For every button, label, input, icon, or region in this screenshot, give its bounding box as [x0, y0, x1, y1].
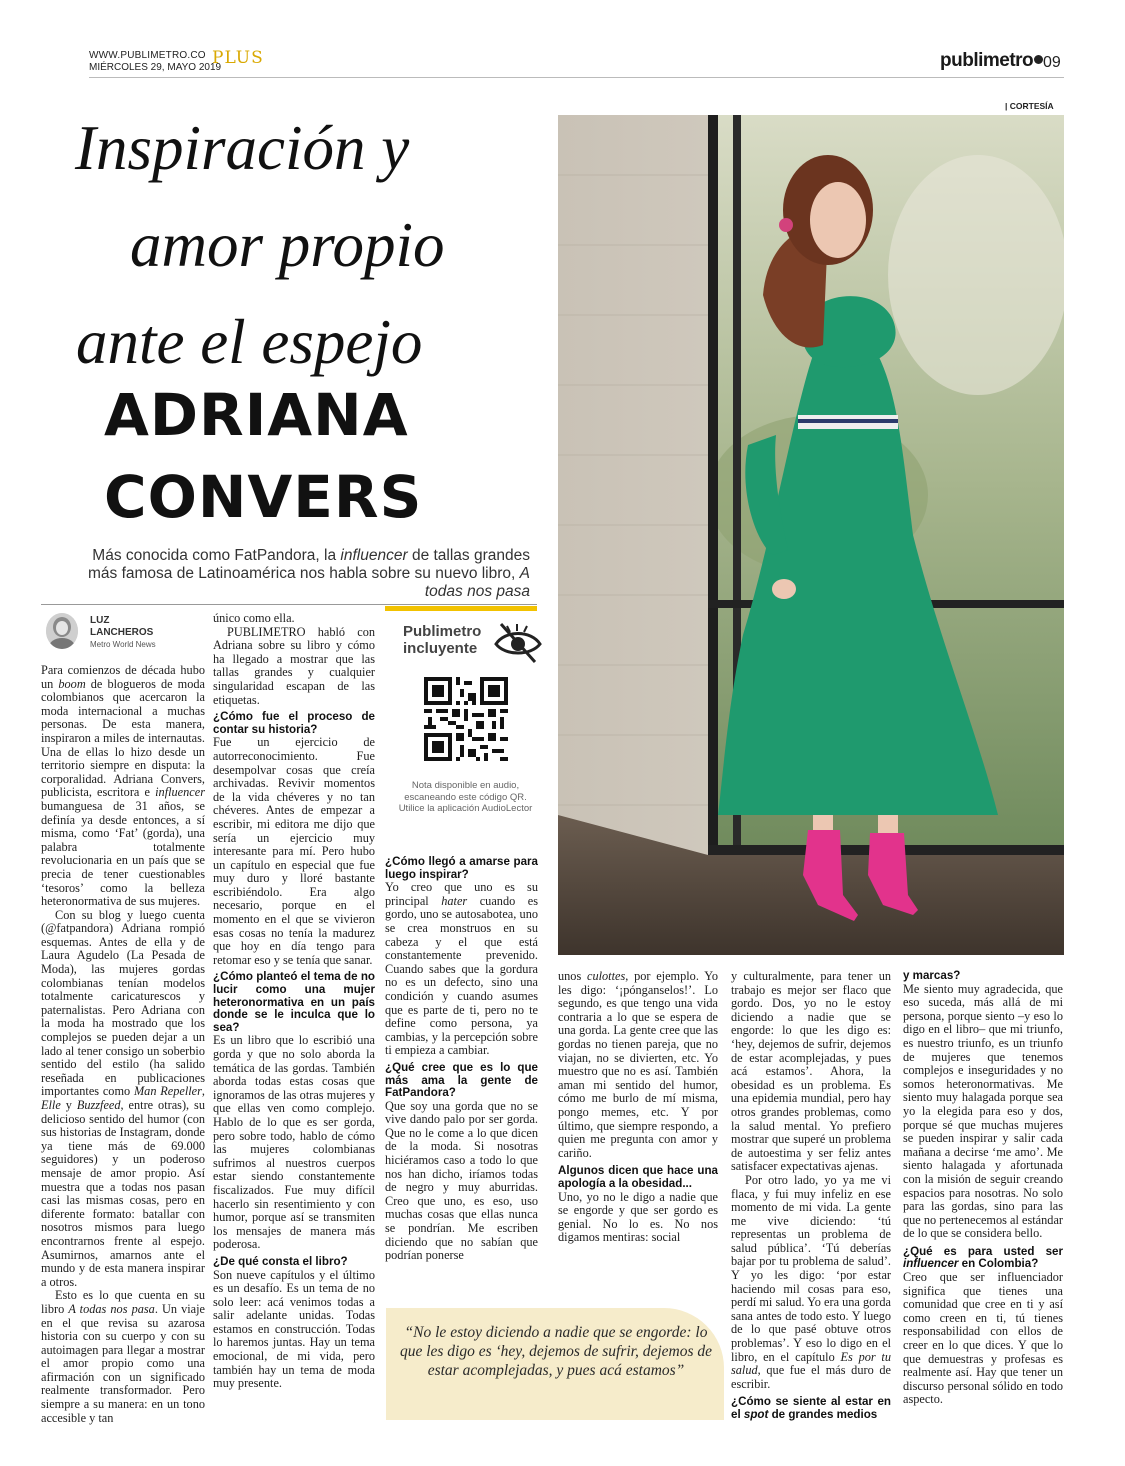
- deck-rule: [41, 604, 537, 605]
- author-avatar: [46, 613, 78, 649]
- eye-slash-icon: [493, 620, 543, 664]
- paragraph: Para comienzos de década hubo un boom de blogueros de moda colombianos que acercaron la moda internacional a muchas personas. De esta manera, inspiraron a miles de internautas. Una de ellas lo hizo desde un territorio siempre en disputa: la corporalidad. Adriana Convers, publicista, escritora e influencer bumanguesa de 31 años, se definía ya desde entonces, a sí misma, como ‘Fat’ (gorda), una palabra totalmente revolucionaria en un país que se precia de tener cuestionables ‘tesoros’ como la belleza heteronormativa de sus mujeres.: [41, 663, 206, 909]
- main-photo: [558, 115, 1064, 955]
- pull-quote: “No le estoy diciendo a nadie que se engorde: lo que les digo es ‘hey, dejemos de sufrir, dejemos de estar acomplejadas, y pues acá estamos”: [399, 1324, 713, 1379]
- qr-code[interactable]: [424, 677, 508, 761]
- box-accent-rule: [385, 606, 537, 611]
- deck-text: Más conocida como FatPandora, la: [92, 547, 341, 564]
- answer: Por otro lado, yo ya me vi flaca, y fui muy infeliz en ese momento de mi vida. La gente me vive diciendo: ‘tú representas un problema de salud pública’. ‘Tú deberías bajar por tu problema de salud’. Y yo les digo: ‘por estar haciendo mil cosas para eso, perdí mi salud. Yo era una gorda sana antes de todo esto. Y luego de lo que pasé obtuve otros problemas’. Y eso lo digo en el libro, en el capítulo Es por tu salud, que fue el más duro de escribir.: [731, 1172, 891, 1391]
- author-last-name: LANCHEROS: [90, 626, 154, 638]
- brand-logo-text: publimetro: [940, 50, 1034, 71]
- author-first-name: LUZ: [90, 615, 110, 626]
- question: Algunos dicen que hace una apología a la obesidad...: [558, 1164, 718, 1190]
- page-number: 09: [1043, 54, 1061, 71]
- answer: Me siento muy agradecida, que eso suceda, más allá de mi persona, porque siento –y eso lo digo en el libro– que mi triunfo, es nuestro triunfo, es un triunfo de mujeres que tenemos complejos e inseguridades y no somos heteronormativas. Me siento muy halagada porque sea yo la elegida para eso y dos, porque sé que muchas mujeres se pueden inspirar y salir cada mañana a decirse ‘me amo’. Me siento halagada y afortunada con la misión de seguir creando espacios para nosotras. No solo para las gordas, sino para las que no pertenecemos al estándar de lo que se considera bello.: [903, 981, 1063, 1241]
- answer: Son nueve capítulos y el último es un desafío. Es un tema de no solo leer: acá venimos todas a salir adelante unidas. Todas estamos en construcción. Todas lo haremos juntas. Hay un tema emocional, de mi vida, pero también hay un tema de moda muy presente.: [213, 1267, 375, 1391]
- question: ¿Cómo llegó a amarse para luego inspirar?: [385, 855, 538, 881]
- question: ¿Cómo se siente al estar en el spot de grandes medios: [731, 1395, 891, 1421]
- column-2: [213, 612, 375, 1391]
- answer: Que soy una gorda que no se vive dando palo por ser gorda. Que no le come a lo que dicen de la moda. Si nosotras hiciéramos caso a todo lo que nos han dicho, iríamos todas de negro y muy aburridas. Creo que uno, es eso, uso muchas cosas que ellas nunca se pondrían. Me escriben diciendo que no sabían que podrían ponerse: [385, 1098, 538, 1263]
- column-3: [385, 856, 538, 1263]
- header-rule: [89, 77, 1064, 78]
- paragraph: único como ella.: [213, 611, 295, 625]
- deck: [60, 547, 530, 601]
- globe-icon: [1034, 55, 1043, 64]
- photo-illustration: [558, 115, 1064, 955]
- question: ¿Qué es para usted ser influencer en Colombia?: [903, 1244, 1063, 1271]
- section-name: PLUS: [212, 48, 264, 68]
- answer: Fue un ejercicio de autorreconocimiento. Fue desempolvar cosas que creía archivadas. Revivir momentos de la vida chéveres y no tan chéveres. Antes de empezar a escribir, mi editora me dijo que sería un ejercicio muy interesante para mí. Pero hubo un capítulo en especial que fue muy duro y lloré bastante escribiéndolo. Era algo necesario, porque en el momento en el que se vivieron esas cosas no tenía la madurez que hoy en día tengo para retomar eso y se tenía que sanar.: [213, 735, 375, 967]
- deck-text: de tallas grandes más famosa de Latinoamérica nos habla sobre su nuevo libro,: [87, 547, 530, 582]
- question: ¿Cómo fue el proceso de contar su historia?: [213, 710, 375, 736]
- question: ¿De qué consta el libro?: [213, 1254, 348, 1268]
- deck-book-title: A todas nos pasa: [424, 565, 530, 600]
- header-date: MIÉRCOLES 29, MAYO 2019: [89, 62, 222, 73]
- paragraph: Esto es lo que cuenta en su libro A todas nos pasa. Un viaje en el que revisa su azarosa historia con su cuerpo y con su autoimagen para llegar a mostrar el amor propio como una afirmación con un significado realmente transformador. Pero siempre a su manera: en un tono accesible y tan: [41, 1288, 205, 1425]
- box-note: Nota disponible en audio, escaneando este código QR. Utilice la aplicación AudioLector: [398, 780, 533, 814]
- deck-emphasis: influencer: [340, 547, 408, 564]
- paragraph: Con su blog y luego cuenta (@fatpandora) Adriana rompió esquemas. Antes de ella y de Laura Agudelo (La Pesada de Moda), las mujeres gordas colombianas tenían modelos totalmente caricaturescos y paternalistas. Pero Adriana con la moda ha mostrado que los complejos se pueden dejar a un lado al tener consigo un soberbio sentido del estilo (ha salido reseñada en publicaciones importantes como Man Repeller, Elle y Buzzfeed, entre otras), su delicioso sentido del humor (con sus historias de Instagram, donde ya tiene más de 69.000 seguidores) y un poderoso mensaje de amor propio. Así muestra que a todas nos pasan casi las mismas cosas, pero en diferente formato: batallar con nosotros mismos para luego encontrarnos frente al espejo. Asumirnos, amarnos ante el mundo y de esta manera inspirar a otros.: [41, 907, 205, 1289]
- avatar-illustration: [46, 613, 78, 649]
- answer: Creo que ser influenciador significa que tienes una comunidad que cree en ti y así como creen en ti, tú tienes responsabilidad con ellos de creer en lo que dices. Y que lo que demuestras y profesas es realmente así. Hay que tener un discurso personal sólido en todo aspecto.: [903, 1270, 1063, 1407]
- answer: unos culottes, por ejemplo. Yo les digo: ‘¡pónganselos!’. Lo segundo, es que tengo una vida contraria a lo que se espera de una gorda. La gente cree que las gordas no tienen pareja, que no viajan, no se divierten, etc. Yo muestro que no es así. También aman mi sentido del humor, cómo me burlo de mí misma, pongo memes, etc. Y por último, que siempre respondo, a quien me pregunta con amor y cariño.: [558, 969, 719, 1160]
- headline-line-2: amor propio: [130, 210, 445, 280]
- column-1: [41, 664, 205, 1425]
- headline-line-1: Inspiración y: [75, 113, 410, 183]
- box-title-line: incluyente: [403, 640, 478, 657]
- answer: Uno, yo no le digo a nadie que se engorde y que ser gordo es genial. No lo es. No nos digamos mentiras: social: [558, 1189, 718, 1245]
- photo-credit: | CORTESÍA: [1005, 101, 1054, 111]
- headline-name-2: CONVERS: [104, 463, 423, 531]
- author-name: [90, 615, 153, 638]
- column-4: [558, 970, 718, 1245]
- answer: Es un libro que lo escribió una gorda y que no solo aborda la temática de las gordas. También aborda todas estas cosas que ignoramos de las otras mujeres y que ellas ven como complejo. Hablo de lo que es ser gorda, pero sobre todo, hablo de cómo las mujeres colombianas sufrimos al nuestros cuerpos estar siendo constantemente fiscalizados. Fue muy difícil hacerlo sin resentimiento y con humor, porque así se transmiten los mensajes de manera más poderosa.: [213, 1033, 375, 1252]
- column-5: [731, 970, 891, 1422]
- header-url: WWW.PUBLIMETRO.CO: [89, 50, 206, 61]
- answer: y culturalmente, para tener un trabajo es mejor ser flaco que gordo. Dos, yo no le estoy diciendo a nadie que se engorde: lo que les digo es: ‘hey, dejemos de sufrir, dejemos de estar acomplejadas, y pues acá estamos’. Ahora, la obesidad es un problema. Es una epidemia mundial, pero hay otros grandes problemas, como la salud mental. Yo prefiero mostrar que superé un problema de autoestima y ser feliz antes satisfacer expectativas ajenas.: [731, 969, 891, 1174]
- paragraph: PUBLIMETRO habló con Adriana sobre su libro y cómo ha llegado a mostrar que las tallas grandes y cualquier singularidad escapan de las etiquetas.: [213, 624, 375, 707]
- headline-line-3: ante el espejo: [76, 307, 423, 377]
- column-6: [903, 970, 1063, 1407]
- answer: Yo creo que uno es su principal hater cuando es gordo, uno se autosabotea, uno se crea monstruos en su cabeza y el que está constantemente prevenido. Cuando sabes que la gordura no es un defecto, sino una condición y cuando asumes que es parte de ti, pero no te define como persona, ya cambias, y la percepción sobre ti empieza a cambiar.: [385, 880, 539, 1058]
- box-title-line: Publimetro: [403, 623, 482, 640]
- box-title: [403, 623, 481, 657]
- question: ¿Qué cree que es lo que más ama la gente de FatPandora?: [385, 1060, 538, 1100]
- brand-logo: [940, 50, 1043, 72]
- question: y marcas?: [903, 969, 961, 982]
- headline-name-1: ADRIANA: [104, 381, 409, 449]
- author-agency: Metro World News: [90, 640, 156, 649]
- question: ¿Cómo planteó el tema de no lucir como una mujer heteronormativa en un país donde se le inculca que lo sea?: [213, 970, 375, 1034]
